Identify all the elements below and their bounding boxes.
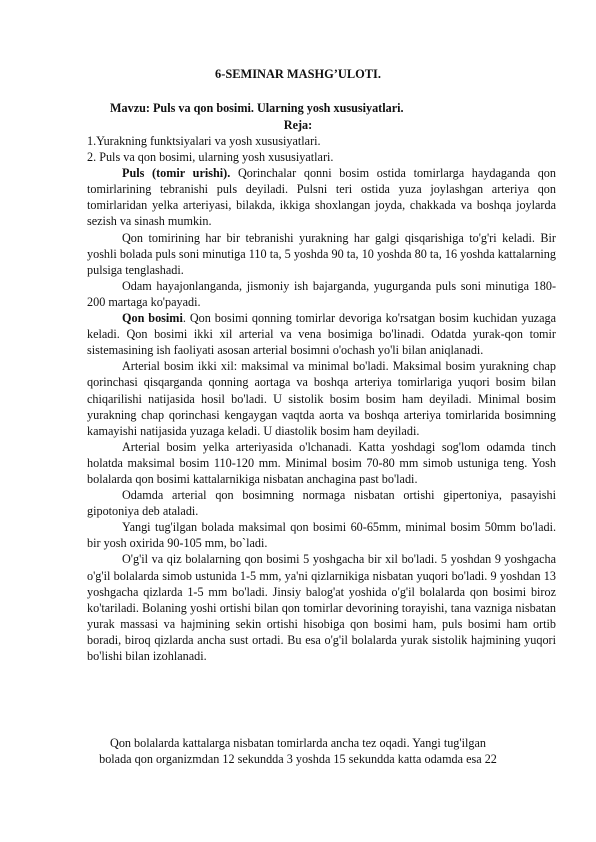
paragraph: Arterial bosim yelka arteriyasida o'lchanadi. Katta yoshdagi sog'lom odamda tinch holatda maksimal bosim 110-120 mm. Minimal bosim 70-80 mm simob ustuniga teng. Yosh bolalarda qon bosimi kattalarnikiga nisbatan anchagina past bo'ladi. bbox=[87, 439, 556, 486]
paragraph-blood-pressure bbox=[87, 310, 556, 358]
plan-item-2: 2. Puls va qon bosimi, ularning yosh xususiyatlari. bbox=[87, 150, 334, 165]
closing-line: bolada qon organizmdan 12 sekundda 3 yoshda 15 sekundda katta odamda esa 22 bbox=[99, 752, 497, 766]
paragraph-lead: Puls (tomir urishi). bbox=[122, 166, 231, 181]
paragraph-pulse bbox=[87, 165, 556, 229]
topic-heading: Mavzu: Puls va qon bosimi. Ularning yosh xususiyatlari. bbox=[110, 101, 404, 115]
paragraph: Qon tomirining har bir tebranishi yurakning har galgi qisqarishiga to'g'ri keladi. Bir yoshli bolada puls soni minutiga 110 ta, 5 yoshda 90 ta, 10 yoshda 80 ta, 16 yoshda kattalarning pulsiga tenglashadi. bbox=[87, 230, 556, 277]
paragraph: Yangi tug'ilgan bolada maksimal qon bosimi 60-65mm, minimal bosim 50mm bo'ladi. bir yosh oxirida 90-105 mm, bo`ladi. bbox=[87, 520, 556, 551]
document-body bbox=[87, 133, 556, 664]
plan-heading: Reja: bbox=[283, 118, 313, 132]
paragraph-text: Qorinchalar qonni bosim ostida tomirlarga haydaganda qon tomirlarining tebranishi puls deyiladi. Pulsni teri ostida yuza joylashgan arteriya qon tomirlaridan yelka arteriyasi, bilakda, ikkiga shoxlangan joyda, chakkada va boshqa joylarda sezish va sinash mumkin. bbox=[87, 166, 556, 229]
closing-line: Qon bolalarda kattalarga nisbatan tomirlarda ancha tez oqadi. Yangi tug'ilgan bbox=[110, 736, 486, 750]
page-title: 6-SEMINAR MASHG’ULOTI. bbox=[215, 67, 381, 81]
plan-item-1: 1.Yurakning funktsiyalari va yosh xususiyatlari. bbox=[87, 134, 321, 148]
paragraph: Arterial bosim ikki xil: maksimal va minimal bo'ladi. Maksimal bosim yurakning chap qorinchasi qisqarganda qonning aortaga va boshqa arteriya tomirlariga yuqori bosim bilan chiqarilishi natijasida hosil bo'ladi. U sistolik bosim bosim ham deyiladi. Minimal bosim yurakning chap qorinchasi kengaygan vaqtda aorta va boshqa arteriya tomirlarida bosimning kamayishi natijasida yuzaga keladi. U diastolik bosim ham deyiladi. bbox=[87, 359, 556, 438]
paragraph: O'g'il va qiz bolalarning qon bosimi 5 yoshgacha bir xil bo'ladi. 5 yoshdan 9 yoshgacha o'g'il bolalarda simob ustunida 1-5 mm, ya'ni qizlarnikiga nisbatan yuqori bo'ladi. 9 yoshdan 13 yoshgacha qizlarda 1-5 mm bo'ladi. Jinsiy balog'at yoshida o'g'il bolalarda qon bosimi biroz ko'tariladi. Bolaning yoshi ortishi bilan qon tomirlar devorining torayishi, tana vazniga nisbatan yurak massasi va hajmining sekin ortishi hisobiga qon bosimi ham, puls bosimi ham ortib boradi, biroq qizlarda ancha sust ortadi. Bu esa o'g'il bolalarda yurak sistolik hajmining yuqori bo'lishi bilan izohlanadi. bbox=[87, 552, 556, 663]
paragraph: Odam hayajonlanganda, jismoniy ish bajarganda, yugurganda puls soni minutiga 180-200 martaga ko'payadi. bbox=[87, 278, 556, 309]
paragraph: Odamda arterial qon bosimning normaga nisbatan ortishi gipertoniya, pasayishi gipotoniya deb ataladi. bbox=[87, 488, 556, 519]
paragraph-lead: Qon bosimi bbox=[122, 311, 183, 326]
paragraph-text: . Qon bosimi qonning tomirlar devoriga ko'rsatgan bosim kuchidan yuzaga keladi. Qon bosimi ikki xil arterial va vena bosimiga bo'linadi. Odatda yurak-qon tomir sistemasining ish faoliyati asosan arterial bosimni o'ochash yo'li bilan aniqlanadi. bbox=[87, 311, 556, 358]
